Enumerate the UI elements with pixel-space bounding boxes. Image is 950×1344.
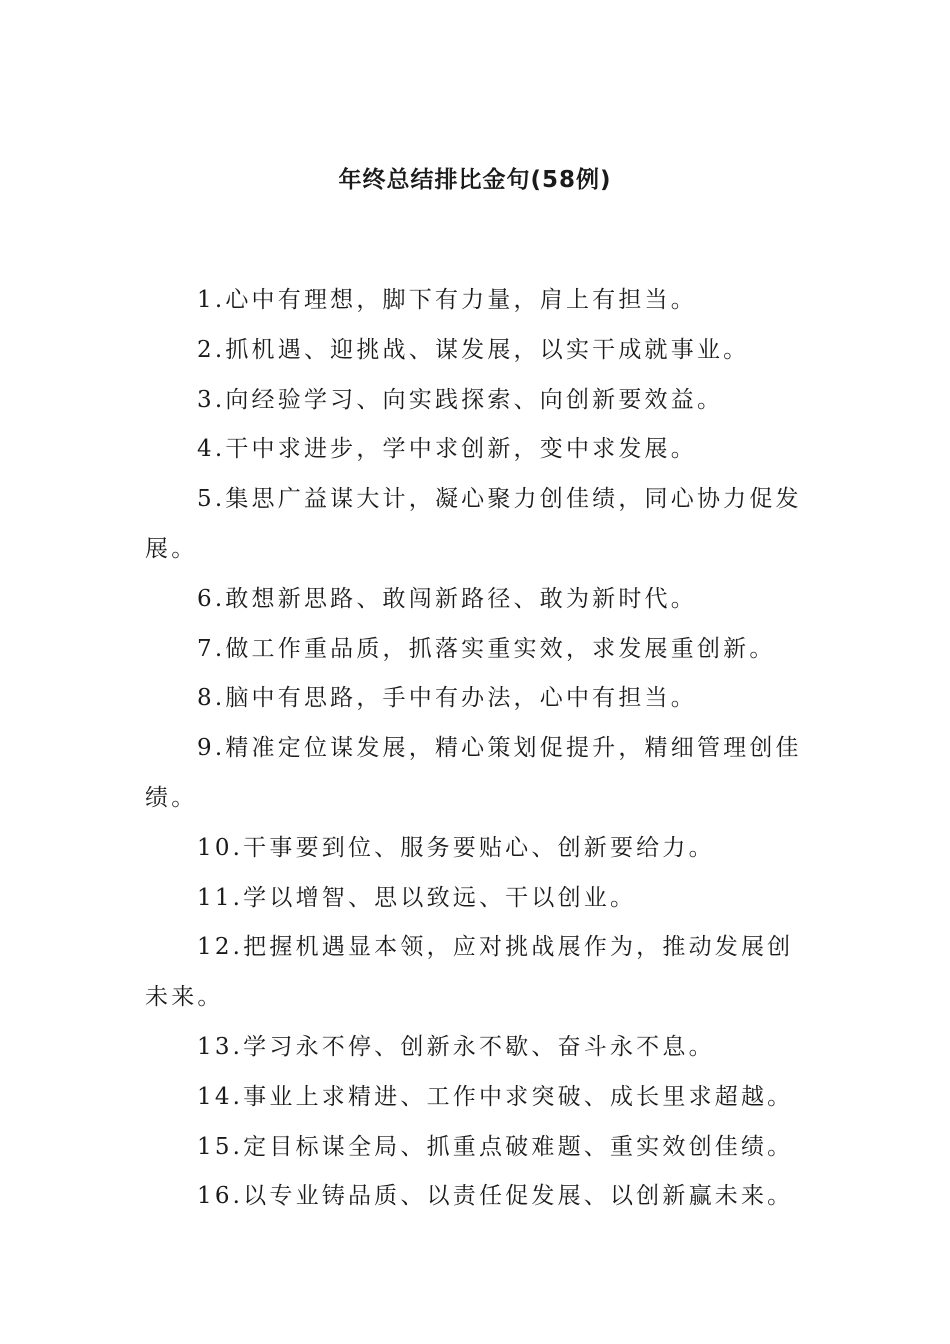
list-item: 2.抓机遇、迎挑战、谋发展，以实干成就事业。 [197,336,750,363]
list-item: 4.干中求进步，学中求创新，变中求发展。 [197,436,697,463]
list-item: 5.集思广益谋大计，凝心聚力创佳绩，同心协力促发展。 [145,486,802,562]
list-item: 12.把握机遇显本领，应对挑战展作为，推动发展创未来。 [145,934,794,1011]
list-item: 9.精准定位谋发展，精心策划促提升，精细管理创佳绩。 [145,735,802,811]
document-title: 年终总结排比金句(58例) [338,167,612,193]
list-item: 13.学习永不停、创新永不歇、奋斗永不息。 [197,1033,715,1060]
list-item: 3.向经验学习、向实践探索、向创新要效益。 [197,386,724,413]
sentence-list [145,276,810,1222]
list-item: 6.敢想新思路、敢闯新路径、敢为新时代。 [197,585,697,612]
list-item: 8.脑中有思路，手中有办法，心中有担当。 [197,685,697,712]
list-item: 1.心中有理想，脚下有力量，肩上有担当。 [197,287,697,313]
list-item: 14.事业上求精进、工作中求突破、成长里求超越。 [197,1083,794,1110]
list-item: 10.干事要到位、服务要贴心、创新要给力。 [197,834,715,861]
list-item: 7.做工作重品质，抓落实重实效，求发展重创新。 [197,635,776,662]
list-item: 16.以专业铸品质、以责任促发展、以创新赢未来。 [197,1183,794,1210]
list-item: 11.学以增智、思以致远、干以创业。 [197,884,637,911]
list-item: 15.定目标谋全局、抓重点破难题、重实效创佳绩。 [197,1133,794,1160]
